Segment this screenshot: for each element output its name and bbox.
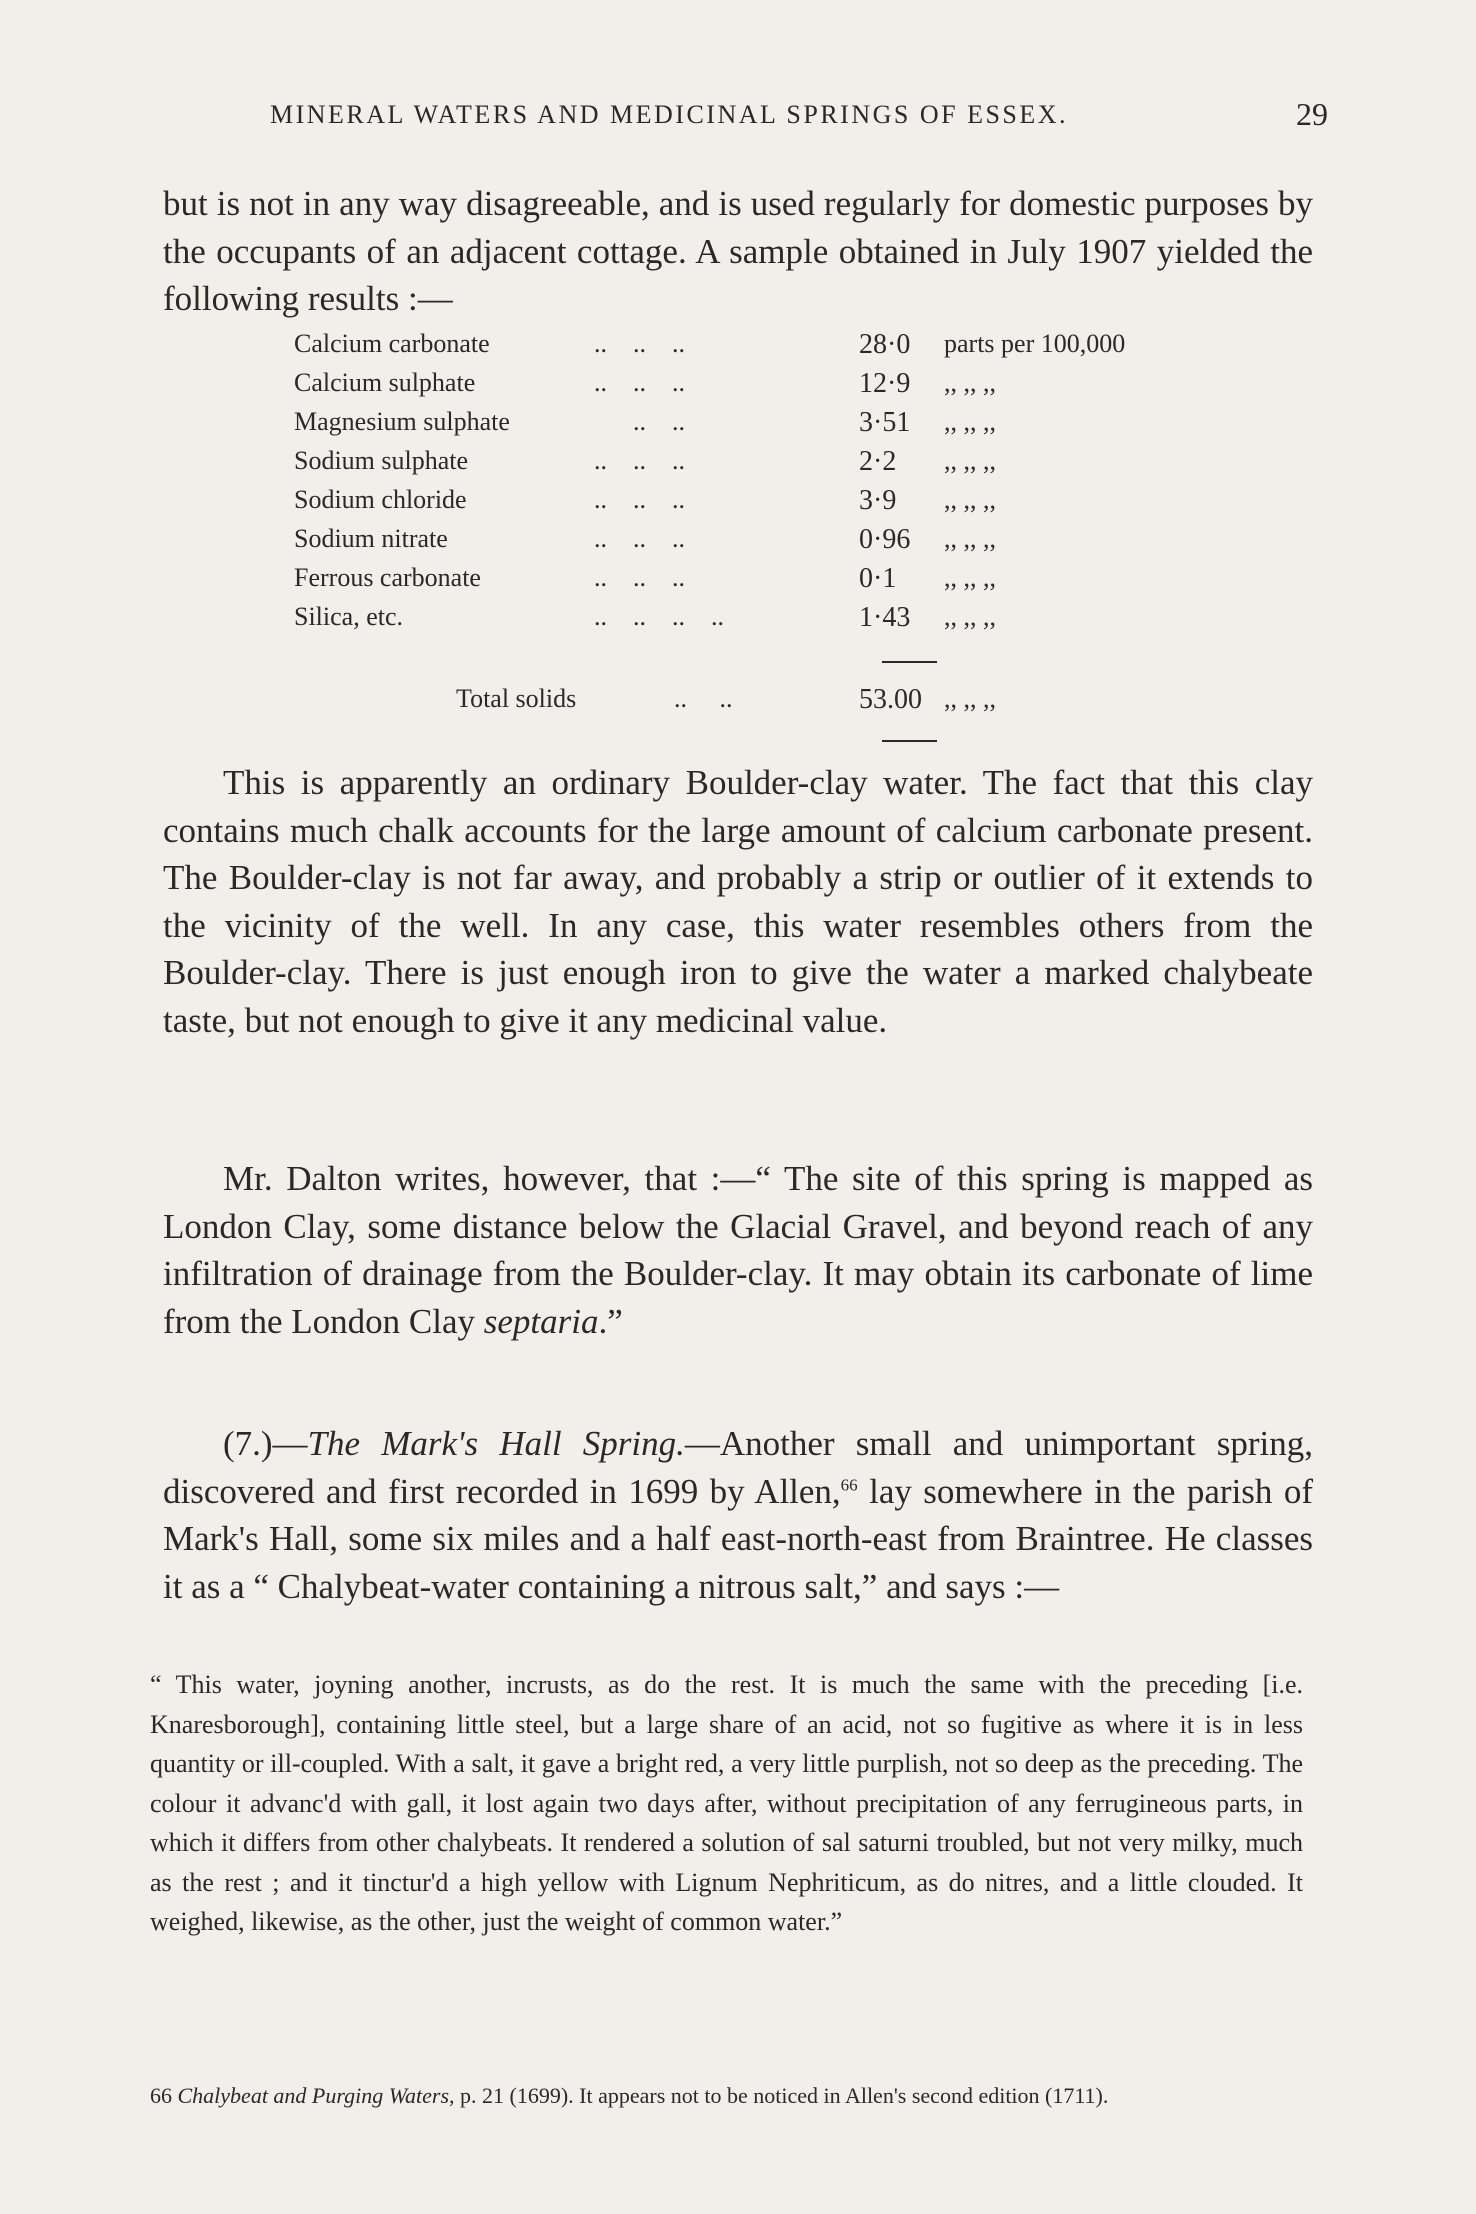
analysis-row bbox=[294, 563, 1194, 602]
analysis-row bbox=[294, 602, 1194, 641]
constituent-value: 28·0 bbox=[859, 329, 911, 360]
paragraph-continued: but is not in any way disagreeable, and is used regularly for domestic purposes by the occupants of an adjacent cottage. A sample obtained in July 1907 yielded the following results :— bbox=[163, 184, 1313, 318]
sum-rule-bottom bbox=[882, 740, 937, 742]
ditto-marks: ,, ,, ,, bbox=[944, 446, 996, 475]
leader-dots: .. .. .. bbox=[594, 446, 685, 475]
constituent-label: Sodium chloride bbox=[294, 485, 467, 514]
total-value: 53.00 bbox=[859, 684, 922, 715]
marks-hall-text-b: lay somewhere in the parish of Mark's Hall, some six miles and a half east-north-east from Braintree. He classes it as a “ Chalybeat-water containing a nitrous salt,” and says :— bbox=[163, 1471, 1314, 1606]
analysis-row bbox=[294, 368, 1194, 407]
analysis-row bbox=[294, 407, 1194, 446]
sum-rule-top bbox=[882, 661, 937, 663]
leader-dots: .. .. bbox=[674, 684, 733, 713]
leader-dots: .. .. .. bbox=[594, 329, 685, 358]
constituent-value: 3·9 bbox=[859, 485, 897, 516]
running-title: MINERAL WATERS AND MEDICINAL SPRINGS OF ESSEX. bbox=[270, 100, 1069, 129]
leader-dots: .. .. .. bbox=[594, 368, 685, 397]
total-row bbox=[294, 684, 1194, 724]
footnote-ref: 66 bbox=[840, 1474, 858, 1494]
marks-hall-text-a: —Another small and unimportant spring, discovered and first recorded in 1699 by Allen, bbox=[163, 1424, 1313, 1511]
constituent-value: 0·1 bbox=[859, 563, 897, 594]
unit-label: parts per 100,000 bbox=[944, 329, 1126, 358]
constituent-label: Silica, etc. bbox=[294, 602, 404, 631]
ditto-marks: ,, ,, ,, bbox=[944, 407, 996, 436]
constituent-label: Sodium sulphate bbox=[294, 446, 469, 475]
constituent-value: 12·9 bbox=[859, 368, 911, 399]
ditto-marks: ,, ,, ,, bbox=[944, 684, 996, 713]
analysis-table bbox=[294, 329, 1194, 715]
footnote-number: 66 bbox=[150, 2083, 178, 2108]
constituent-value: 1·43 bbox=[859, 602, 911, 633]
leader-dots: .. .. .. bbox=[594, 524, 685, 553]
analysis-row bbox=[294, 446, 1194, 485]
leader-dots: .. .. .. bbox=[594, 485, 685, 514]
constituent-value: 2·2 bbox=[859, 446, 897, 477]
ditto-marks: ,, ,, ,, bbox=[944, 524, 996, 553]
footnote-title: Chalybeat and Purging Waters bbox=[177, 2083, 450, 2108]
paragraph-dalton bbox=[163, 1155, 1313, 1345]
constituent-label: Magnesium sulphate bbox=[294, 407, 510, 436]
ditto-marks: ,, ,, ,, bbox=[944, 602, 996, 631]
leader-dots: .. .. .. bbox=[594, 563, 685, 592]
constituent-label: Ferrous carbonate bbox=[294, 563, 481, 592]
section-number: (7.)— bbox=[223, 1424, 308, 1463]
constituent-value: 3·51 bbox=[859, 407, 911, 438]
analysis-row bbox=[294, 329, 1194, 368]
constituent-label: Calcium sulphate bbox=[294, 368, 476, 397]
page-number: 29 bbox=[1296, 96, 1328, 132]
footnote-text: , p. 21 (1699). It appears not to be noticed in Allen's second edition (1711). bbox=[449, 2083, 1109, 2108]
constituent-value: 0·96 bbox=[859, 524, 911, 555]
section-title: The Mark's Hall Spring. bbox=[307, 1424, 685, 1463]
leader-dots: .. .. .. .. bbox=[594, 602, 724, 631]
septaria-italic: septaria bbox=[483, 1301, 599, 1341]
ditto-marks: ,, ,, ,, bbox=[944, 563, 996, 592]
constituent-label: Sodium nitrate bbox=[294, 524, 448, 553]
analysis-row bbox=[294, 485, 1194, 524]
running-head bbox=[0, 96, 1476, 140]
ditto-marks: ,, ,, ,, bbox=[944, 368, 996, 397]
dalton-end: .” bbox=[598, 1301, 623, 1341]
constituent-label: Calcium carbonate bbox=[294, 329, 490, 358]
paragraph-boulder-clay: This is apparently an ordinary Boulder-clay water. The fact that this clay contains much chalk accounts for the large amount of calcium carbonate present. The Boulder-clay is not far away, and probably a strip or outlier of it extends to the vicinity of the well. In any case, this water resembles others from the Boulder-clay. There is just enough iron to give the water a marked chalybeate taste, but not enough to give it any medicinal value. bbox=[163, 763, 1313, 1040]
dalton-text: Mr. Dalton writes, however, that :—“ The site of this spring is mapped as London Clay, some distance below the Glacial Gravel, and beyond reach of any infiltration of drainage from the Boulder-clay. It may obtain its carbonate of lime from the London Clay bbox=[163, 1159, 1313, 1341]
analysis-row bbox=[294, 524, 1194, 563]
total-label: Total solids bbox=[456, 684, 577, 713]
paragraph-marks-hall bbox=[163, 1420, 1313, 1610]
footnote bbox=[150, 2082, 1303, 2110]
leader-dots: .. .. bbox=[594, 407, 685, 436]
block-quote: “ This water, joyning another, incrusts, as do the rest. It is much the same with the preceding [i.e. Knaresborough], containing little steel, but a large share of an acid, not so fugitive as where it is in less quantity or ill-coupled. With a salt, it gave a bright red, a very little purplish, not so deep as the preceding. The colour it advanc'd with gall, it lost again two days after, without precipitation of any ferrugineous parts, in which it differs from other chalybeats. It rendered a solution of sal saturni troubled, but not very milky, much as the rest ; and it tinctur'd a high yellow with Lignum Nephriticum, as do nitres, and a little clouded. It weighed, likewise, as the other, just the weight of common water.” bbox=[150, 1670, 1303, 1936]
ditto-marks: ,, ,, ,, bbox=[944, 485, 996, 514]
